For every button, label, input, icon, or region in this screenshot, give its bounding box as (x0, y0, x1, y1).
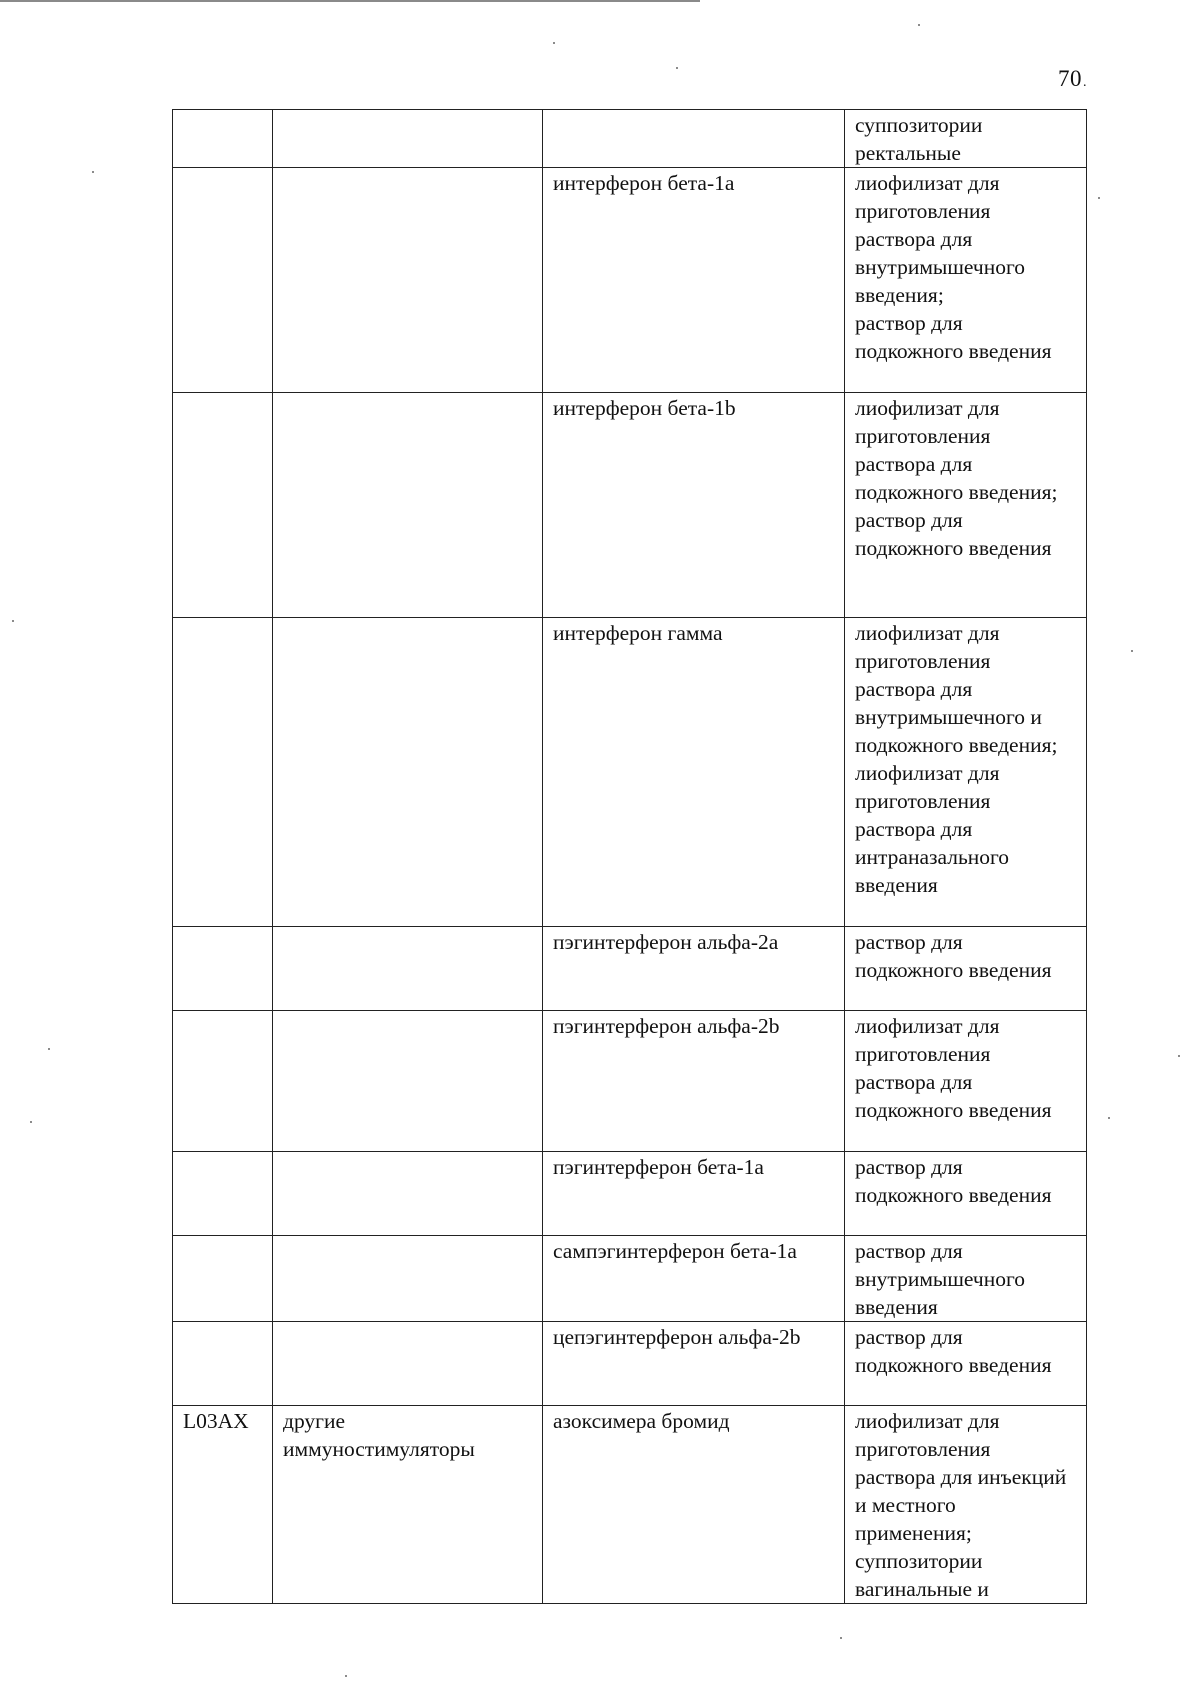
atc-code-cell (173, 618, 273, 927)
group-name-cell (273, 110, 543, 168)
atc-code-cell (173, 1322, 273, 1406)
group-name-cell (273, 618, 543, 927)
atc-code-cell (173, 927, 273, 1011)
group-name-cell (273, 393, 543, 618)
table-row (173, 110, 1087, 168)
drug-name-cell (543, 1011, 845, 1152)
drug-table (172, 109, 1087, 1604)
page-number: 70 . (1058, 66, 1087, 92)
dosage-form-text: раствор для подкожного введения (855, 930, 1052, 982)
scan-speck (92, 171, 94, 173)
group-name-cell (273, 1011, 543, 1152)
dosage-form-text: лиофилизат для приготовления раствора для подкожного введения (855, 1014, 1052, 1122)
atc-code-text: L03AX (183, 1409, 249, 1433)
dosage-form-text: лиофилизат для приготовления раствора для внутримышечного и подкожного введения; лиофилизат для приготовления раствора для интраназального введения (855, 621, 1058, 897)
scan-speck (1131, 650, 1133, 652)
table-row (173, 168, 1087, 393)
drug-name-text: цепэгинтерферон альфа-2b (553, 1325, 801, 1349)
drug-name-text: пэгинтерферон альфа-2b (553, 1014, 780, 1038)
dosage-form-cell (845, 393, 1087, 618)
scan-speck (48, 1048, 50, 1050)
group-name-cell (273, 1152, 543, 1236)
dosage-form-cell (845, 1406, 1087, 1604)
atc-code-cell (173, 1152, 273, 1236)
table-row (173, 1152, 1087, 1236)
drug-name-cell (543, 618, 845, 927)
drug-name-cell (543, 1152, 845, 1236)
group-name-text: другие иммуностимуляторы (283, 1409, 475, 1461)
dosage-form-cell (845, 618, 1087, 927)
dosage-form-cell (845, 1322, 1087, 1406)
table-row (173, 1011, 1087, 1152)
scan-speck (1098, 197, 1100, 199)
dosage-form-text: раствор для внутримышечного введения (855, 1239, 1026, 1319)
drug-table-container (172, 109, 1086, 1604)
dosage-form-cell (845, 1236, 1087, 1322)
drug-name-text: сампэгинтерферон бета-1a (553, 1239, 797, 1263)
table-row (173, 1322, 1087, 1406)
scan-speck (12, 620, 14, 622)
scan-speck (918, 24, 920, 26)
scan-speck (1178, 1055, 1180, 1057)
drug-name-cell (543, 927, 845, 1011)
scan-speck (345, 1675, 347, 1677)
drug-name-cell (543, 1406, 845, 1604)
dosage-form-text: лиофилизат для приготовления раствора для подкожного введения; раствор для подкожного введения (855, 396, 1058, 560)
table-row (173, 393, 1087, 618)
scan-top-edge (0, 0, 700, 2)
dosage-form-cell (845, 168, 1087, 393)
group-name-cell (273, 1236, 543, 1322)
group-name-cell (273, 927, 543, 1011)
scan-speck (553, 42, 555, 44)
drug-name-text: интерферон бета-1a (553, 171, 735, 195)
atc-code-cell (173, 110, 273, 168)
atc-code-cell (173, 1236, 273, 1322)
dosage-form-cell (845, 110, 1087, 168)
drug-name-cell (543, 1236, 845, 1322)
atc-code-cell (173, 393, 273, 618)
drug-name-text: интерферон гамма (553, 621, 723, 645)
dosage-form-text: раствор для подкожного введения (855, 1325, 1052, 1377)
dosage-form-cell (845, 1152, 1087, 1236)
dosage-form-cell (845, 1011, 1087, 1152)
atc-code-cell (173, 1011, 273, 1152)
group-name-cell (273, 168, 543, 393)
scan-speck (840, 1637, 842, 1639)
atc-code-cell (173, 168, 273, 393)
dosage-form-cell (845, 927, 1087, 1011)
dosage-form-text: суппозитории ректальные (855, 113, 983, 165)
drug-name-text: пэгинтерферон альфа-2a (553, 930, 779, 954)
drug-name-cell (543, 393, 845, 618)
drug-name-cell (543, 168, 845, 393)
dosage-form-text: раствор для подкожного введения (855, 1155, 1052, 1207)
drug-name-text: интерферон бета-1b (553, 396, 736, 420)
group-name-cell (273, 1322, 543, 1406)
dosage-form-text: лиофилизат для приготовления раствора для инъекций и местного применения; суппозитории вагинальные и (855, 1409, 1067, 1601)
drug-name-text: пэгинтерферон бета-1a (553, 1155, 764, 1179)
dosage-form-text: лиофилизат для приготовления раствора для внутримышечного введения; раствор для подкожного введения (855, 171, 1052, 363)
table-row (173, 1236, 1087, 1322)
table-row (173, 927, 1087, 1011)
drug-table-body (173, 110, 1087, 1604)
drug-name-cell (543, 110, 845, 168)
group-name-cell (273, 1406, 543, 1604)
scan-speck (676, 67, 678, 69)
scan-speck (30, 1121, 32, 1123)
drug-name-cell (543, 1322, 845, 1406)
atc-code-cell (173, 1406, 273, 1604)
drug-name-text: азоксимера бромид (553, 1409, 730, 1433)
scan-speck (1108, 1117, 1110, 1119)
table-row (173, 1406, 1087, 1604)
table-row (173, 618, 1087, 927)
